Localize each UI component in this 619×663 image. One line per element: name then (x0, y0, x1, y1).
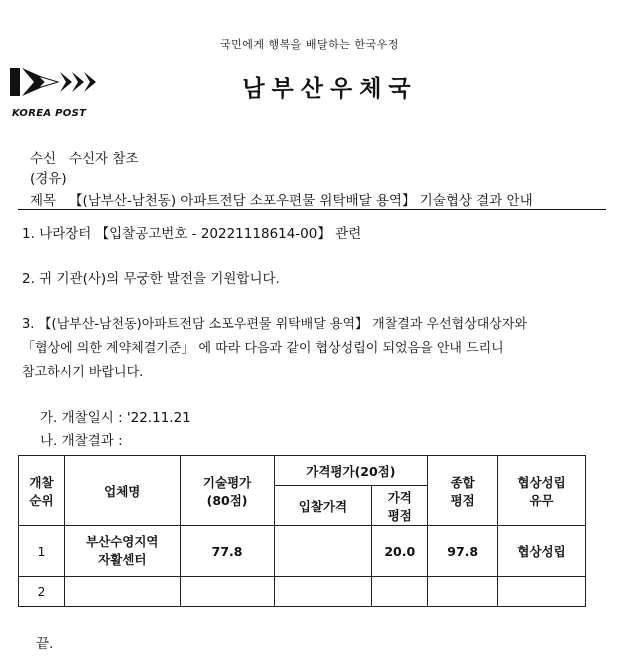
row2-rank: 2 (19, 577, 65, 607)
row2-tech-score (180, 577, 274, 607)
recipient-value: 수신자 참조 (68, 151, 139, 167)
table-header-row-1 (19, 456, 586, 486)
sub-item-a: 가. 개찰일시 : '22.11.21 (40, 410, 191, 426)
row1-rank: 1 (19, 526, 65, 577)
body-item-3-line-3: 참고하시기 바랍니다. (22, 365, 144, 380)
header-price-group: 가격평가(20점) (274, 456, 428, 486)
header-company: 업체명 (64, 456, 180, 526)
recipient-line (30, 147, 138, 167)
header-total-score: 종합 평점 (428, 456, 498, 526)
slogan: 국민에게 행복을 배달하는 한국우정 (220, 38, 399, 51)
table-row (19, 577, 586, 607)
subject-label: 제목 (30, 193, 57, 209)
subject-line (30, 189, 533, 209)
row1-bid-price (274, 526, 372, 577)
header-bid-price: 입찰가격 (274, 486, 372, 526)
korea-post-logo (8, 62, 103, 110)
row1-result: 협상성립 (498, 526, 586, 577)
body-item-2: 2. 귀 기관(사)의 무궁한 발전을 기원합니다. (22, 271, 280, 287)
row1-total-score: 97.8 (428, 526, 498, 577)
end-mark: 끝. (36, 636, 54, 652)
header-rank: 개찰 순위 (19, 456, 65, 526)
table-row (19, 526, 586, 577)
results-table (18, 455, 586, 607)
row2-company (64, 577, 180, 607)
sub-item-b: 나. 개찰결과 : (40, 433, 123, 449)
via-line: (경유) (30, 171, 67, 187)
body-item-3-line-2: 「협상에 의한 계약체결기준」 에 따라 다음과 같이 협상성립이 되었음을 안내 드리니 (22, 341, 504, 356)
row1-tech-score: 77.8 (180, 526, 274, 577)
subject-divider (18, 209, 606, 210)
korea-post-emblem-icon (8, 62, 103, 106)
row2-total-score (428, 577, 498, 607)
header-tech-score: 기술평가 (80점) (180, 456, 274, 526)
logo-text: KOREA POST (12, 108, 87, 119)
header-price-score: 가격 평점 (372, 486, 428, 526)
row1-price-score: 20.0 (372, 526, 428, 577)
header-result: 협상성립 유무 (498, 456, 586, 526)
body-item-3-line-1: 3. 【(남부산-남천동)아파트전담 소포우편물 위탁배달 용역】 개찰결과 우선협상대상자와 (22, 317, 528, 332)
row1-company: 부산수영지역 자활센터 (64, 526, 180, 577)
subject-value: 【(남부산-남천동) 아파트전담 소포우편물 위탁배달 용역】 기술협상 결과 안내 (68, 193, 533, 209)
organization-title: 남부산우체국 (242, 76, 418, 102)
recipient-label: 수신 (30, 151, 57, 167)
row2-bid-price (274, 577, 372, 607)
row2-price-score (372, 577, 428, 607)
body-item-1: 1. 나라장터 【입찰공고번호 - 20221118614-00】 관련 (22, 226, 362, 242)
row2-result (498, 577, 586, 607)
